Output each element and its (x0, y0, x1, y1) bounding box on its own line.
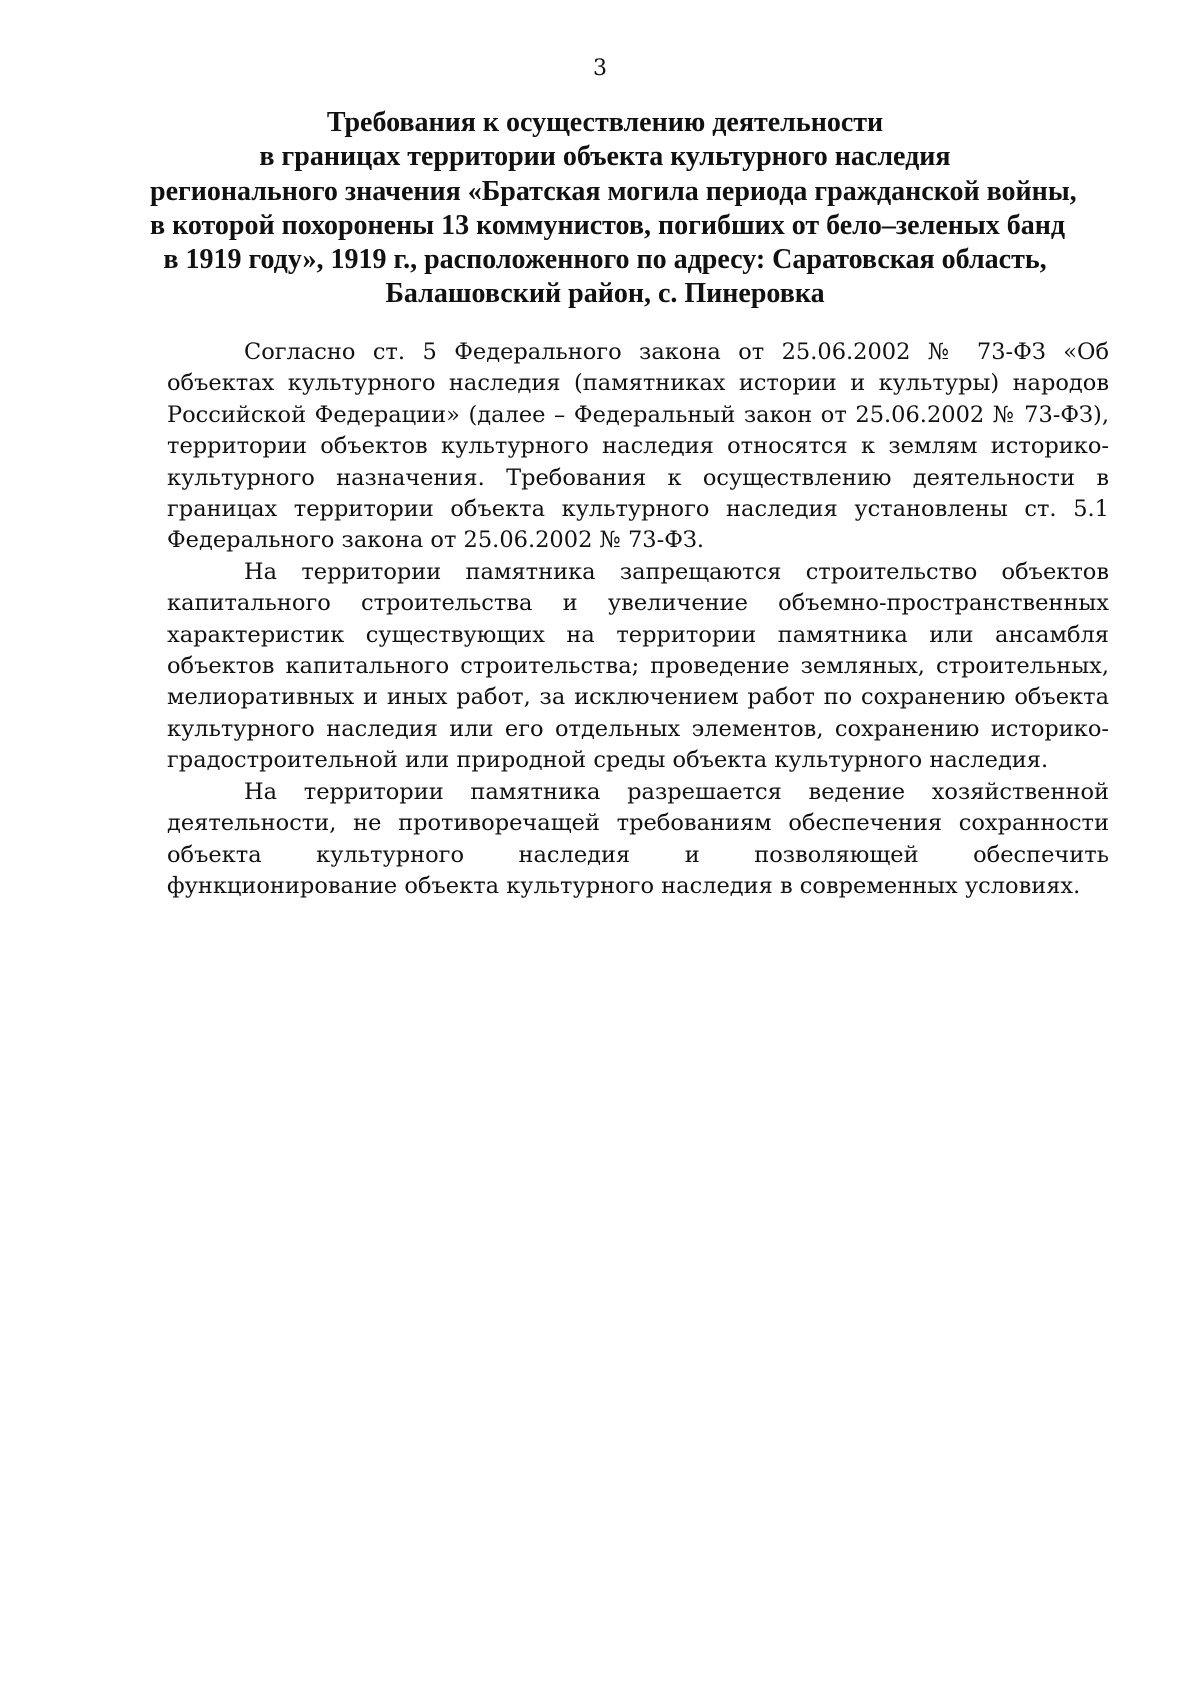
title-line: в 1919 году», 1919 г., расположенного по адресу: Саратовская область, (163, 244, 1047, 276)
title-line: Требования к осуществлению деятельности (326, 107, 884, 138)
document-body (167, 337, 1109, 902)
title-line: Балашовский район, с. Пинеровка (385, 278, 825, 310)
paragraph-permissions: На территории памятника разрешается ведение хозяйственной деятельности, не противоречащей требованиям обеспечения сохранности объекта культурного наследия и позволяющей обеспечить функционирование объекта культурного наследия в современных условиях. (167, 778, 1109, 899)
title-line: в границах территории объекта культурного наследия (259, 141, 951, 173)
paragraph-prohibitions: На территории памятника запрещаются строительство объектов капитального строительства и увеличение объемно-пространственных характеристик существующих на территории памятника или ансамбля объектов капитального строительства; проведение земляных, строительных, мелиоративных и иных работ, за исключением работ по сохранению объекта культурного наследия или его отдельных элементов, сохранению историко-градостроительной или природной среды объекта культурного наследия. (167, 558, 1109, 774)
document-title (150, 106, 1077, 312)
paragraph-legal-basis: Согласно ст. 5 Федерального закона от 25.06.2002 № 73-ФЗ «Об объектах культурного наследия (памятниках истории и культуры) народов Российской Федерации» (далее – Федеральный закон от 25.06.2002 № 73-ФЗ), территории объектов культурного наследия относятся к землям историко-культурного назначения. Требования к осуществлению деятельности в границах территории объекта культурного наследия установлены ст. 5.1 Федерального закона от 25.06.2002 № 73-ФЗ. (167, 339, 1109, 554)
page-number: 3 (593, 56, 607, 81)
title-line: в которой похоронены 13 коммунистов, погибших от бело–зеленых банд (150, 209, 1065, 241)
title-line: регионального значения «Братская могила периода гражданской войны, (150, 175, 1077, 207)
